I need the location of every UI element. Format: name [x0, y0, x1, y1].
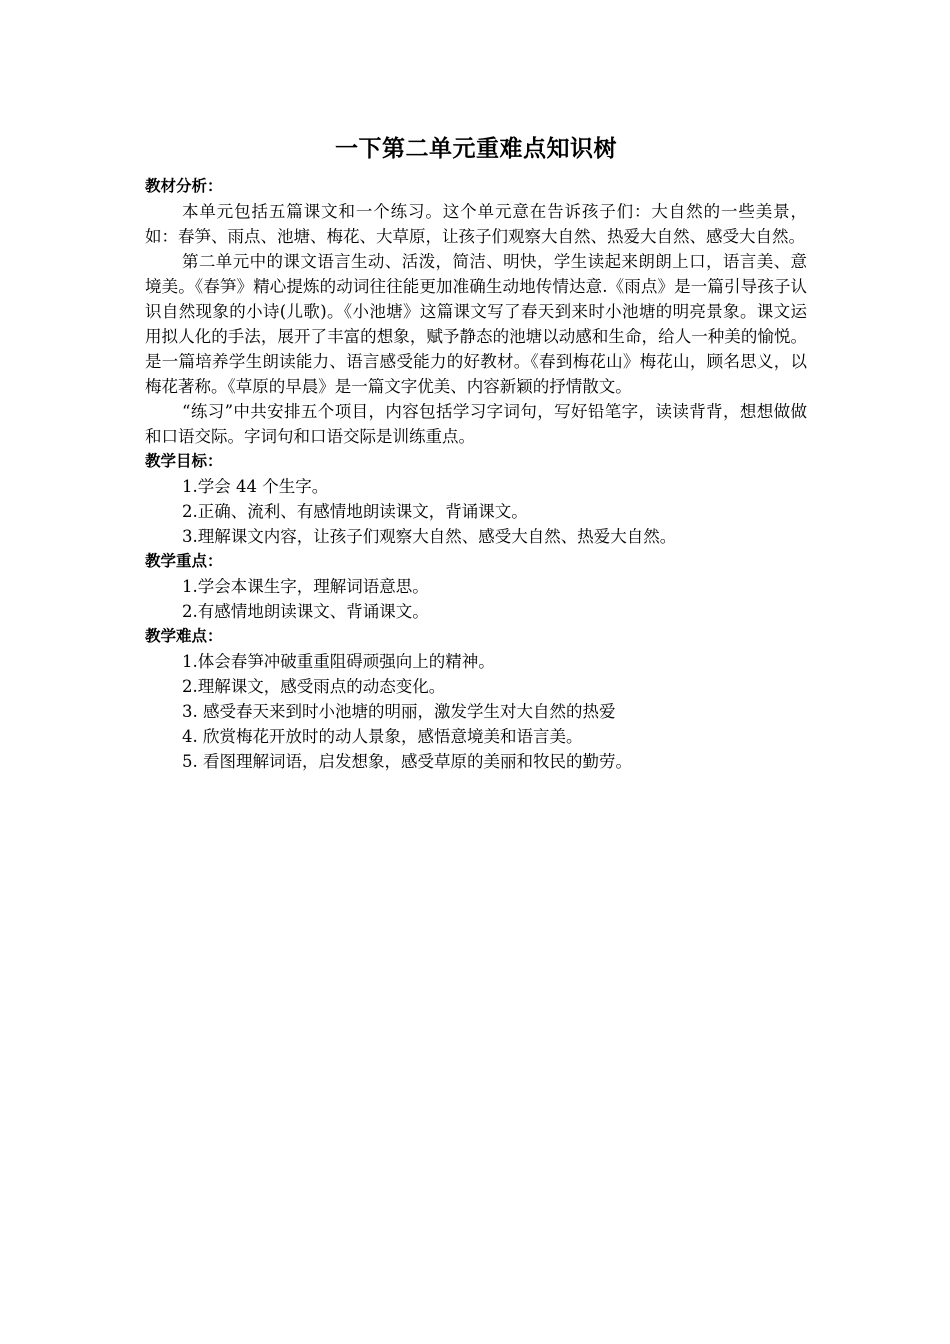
list-item: 1.学会本课生字，理解词语意思。 — [182, 577, 429, 596]
document-title: 一下第二单元重难点知识树 — [335, 136, 617, 162]
list-item: 2.有感情地朗读课文、背诵课文。 — [182, 602, 429, 621]
section-difficult-points — [145, 624, 807, 774]
section-key-points — [145, 549, 807, 624]
list-item: 3. 感受春天来到时小池塘的明丽，激发学生对大自然的热爱 — [182, 702, 616, 721]
section-heading: 教学难点： — [145, 627, 223, 645]
section-heading: 教材分析： — [145, 177, 223, 195]
list-item: 1.学会 44 个生字。 — [182, 477, 329, 496]
paragraph: 本单元包括五篇课文和一个练习。这个单元意在告诉孩子们：大自然的一些美景，如：春笋、雨点、池塘、梅花、大草原，让孩子们观察大自然、热爱大自然、感受大自然。 — [145, 202, 807, 246]
list-item: 3.理解课文内容，让孩子们观察大自然、感受大自然、热爱大自然。 — [182, 527, 677, 546]
section-heading: 教学目标： — [145, 452, 223, 470]
list-item: 4. 欣赏梅花开放时的动人景象，感悟意境美和语言美。 — [182, 727, 583, 746]
list-item: 2.正确、流利、有感情地朗读课文，背诵课文。 — [182, 502, 528, 521]
section-teaching-goals — [145, 449, 807, 549]
section-textbook-analysis — [145, 174, 807, 449]
document-page — [145, 132, 807, 774]
paragraph: “练习”中共安排五个项目，内容包括学习字词句，写好铅笔字，读读背背，想想做做和口语交际。字词句和口语交际是训练重点。 — [145, 402, 807, 446]
list-item: 5. 看图理解词语，启发想象，感受草原的美丽和牧民的勤劳。 — [182, 752, 632, 771]
list-item: 1.体会春笋冲破重重阻碍顽强向上的精神。 — [182, 652, 495, 671]
section-heading: 教学重点： — [145, 552, 223, 570]
paragraph: 第二单元中的课文语言生动、活泼，简洁、明快，学生读起来朗朗上口，语言美、意境美。《春笋》精心提炼的动词往往能更加准确生动地传情达意.《雨点》是一篇引导孩子认识自然现象的小诗(儿歌)。《小池塘》这篇课文写了春天到来时小池塘的明亮景象。课文运用拟人化的手法，展开了丰富的想象，赋予静态的池塘以动感和生命，给人一种美的愉悦。是一篇培养学生朗读能力、语言感受能力的好教材。《春到梅花山》梅花山，顾名思义，以梅花著称。《草原的早晨》是一篇文字优美、内容新颖的抒情散文。 — [145, 252, 807, 396]
list-item: 2.理解课文，感受雨点的动态变化。 — [182, 677, 446, 696]
